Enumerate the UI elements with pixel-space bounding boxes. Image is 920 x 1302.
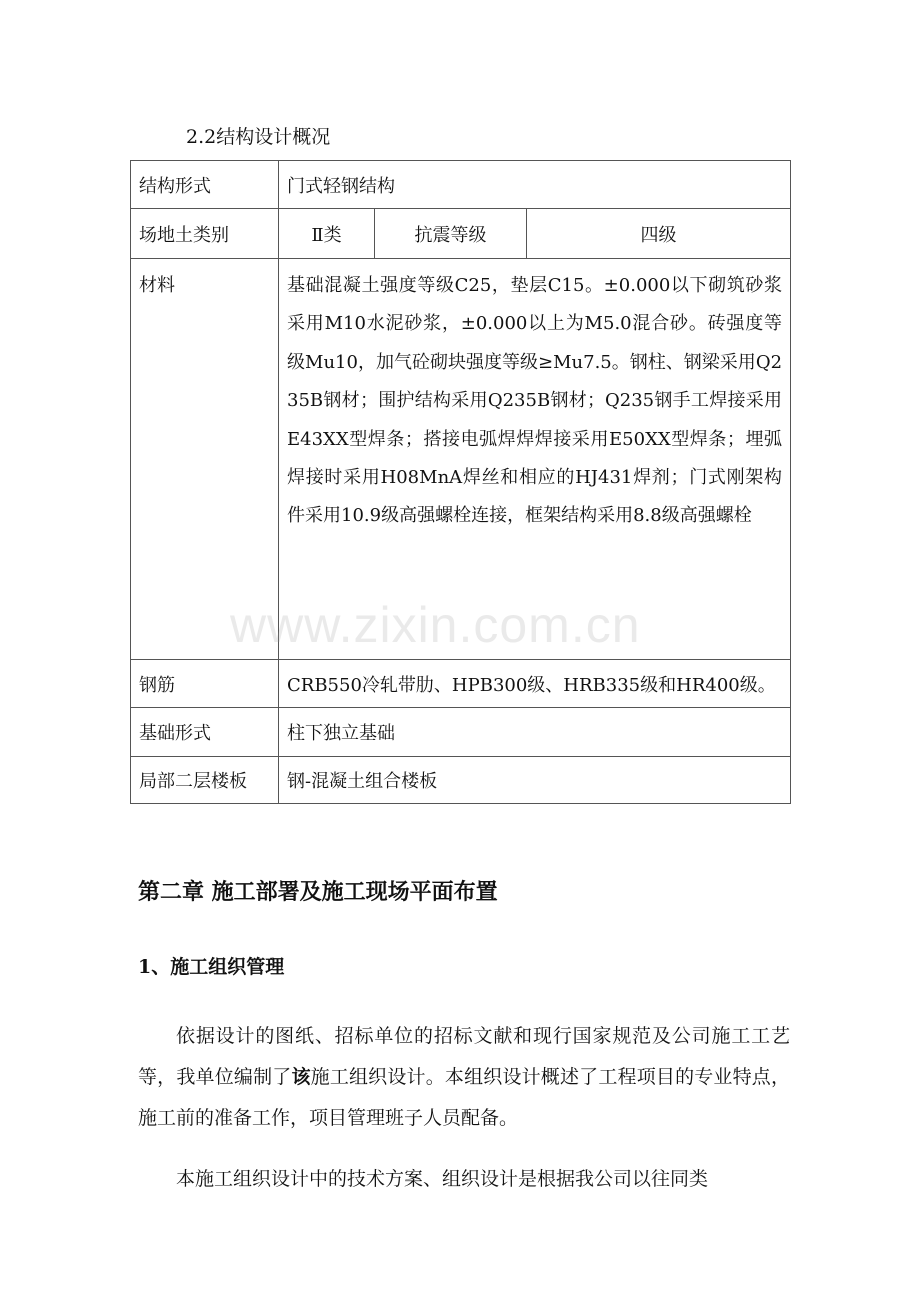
cell-label-site-soil: 场地土类别 <box>131 209 279 259</box>
subheading: 1、施工组织管理 <box>138 956 285 978</box>
structure-design-table <box>130 160 791 804</box>
watermark: www.zixin.com.cn <box>230 597 641 653</box>
table-row-second-floor <box>131 757 791 804</box>
paragraph-1-text-a: 依据设计的图纸、招标单位的招标文献和现行国家规范及公司施工工艺等，我单位编制了 <box>138 1025 790 1088</box>
materials-label: 材料 <box>139 275 175 296</box>
cell-label-foundation: 基础形式 <box>131 708 279 757</box>
cell-label-second-floor: 局部二层楼板 <box>131 757 279 804</box>
paragraph-1-text-b: 施工组织设计。本组织设计概述了工程项目的专业特点，施工前的准备工作，项目管理班子人员配备。 <box>138 1066 790 1129</box>
table-row-site-soil <box>131 209 791 259</box>
cell-value-second-floor: 钢-混凝土组合楼板 <box>279 757 791 804</box>
paragraph-2: 本施工组织设计中的技术方案、组织设计是根据我公司以往同类 <box>176 1168 709 1190</box>
cell-value-rebar: CRB550冷轧带肋、HPB300级、HRB335级和HR400级。 <box>279 660 791 708</box>
cell-value-site-soil: Ⅱ类 <box>279 209 375 259</box>
cell-label-seismic-grade: 抗震等级 <box>375 209 527 259</box>
section-caption: 2.2结构设计概况 <box>186 126 331 148</box>
materials-text: 基础混凝土强度等级C25，垫层C15。±0.000以下砌筑砂浆采用M10水泥砂浆，±0.000以上为M5.0混合砂。砖强度等级Mu10，加气砼砌块强度等级≥Mu7.5。钢柱、钢梁采用Q235B钢材；围护结构采用Q235B钢材；Q235钢手工焊接采用E43XX型焊条；搭接电弧焊焊焊接采用E50XX型焊条；埋弧焊接时采用H08MnA焊丝和相应的HJ431焊剂；门式刚架构件采用10.9级高强螺栓连接，框架结构采用8.8级高强螺栓 <box>287 275 783 527</box>
cell-value-structure-form: 门式轻钢结构 <box>279 161 791 209</box>
cell-value-foundation: 柱下独立基础 <box>279 708 791 757</box>
cell-label-rebar: 钢筋 <box>131 660 279 708</box>
table-row-rebar <box>131 660 791 708</box>
cell-value-seismic-grade: 四级 <box>527 209 791 259</box>
cell-label-structure-form: 结构形式 <box>131 161 279 209</box>
paragraph-1-bold: 该 <box>291 1066 311 1088</box>
table-row-structure-form <box>131 161 791 209</box>
paragraph-1 <box>138 1016 790 1139</box>
table-row-foundation <box>131 708 791 757</box>
chapter-title: 第二章 施工部署及施工现场平面布置 <box>138 879 498 905</box>
